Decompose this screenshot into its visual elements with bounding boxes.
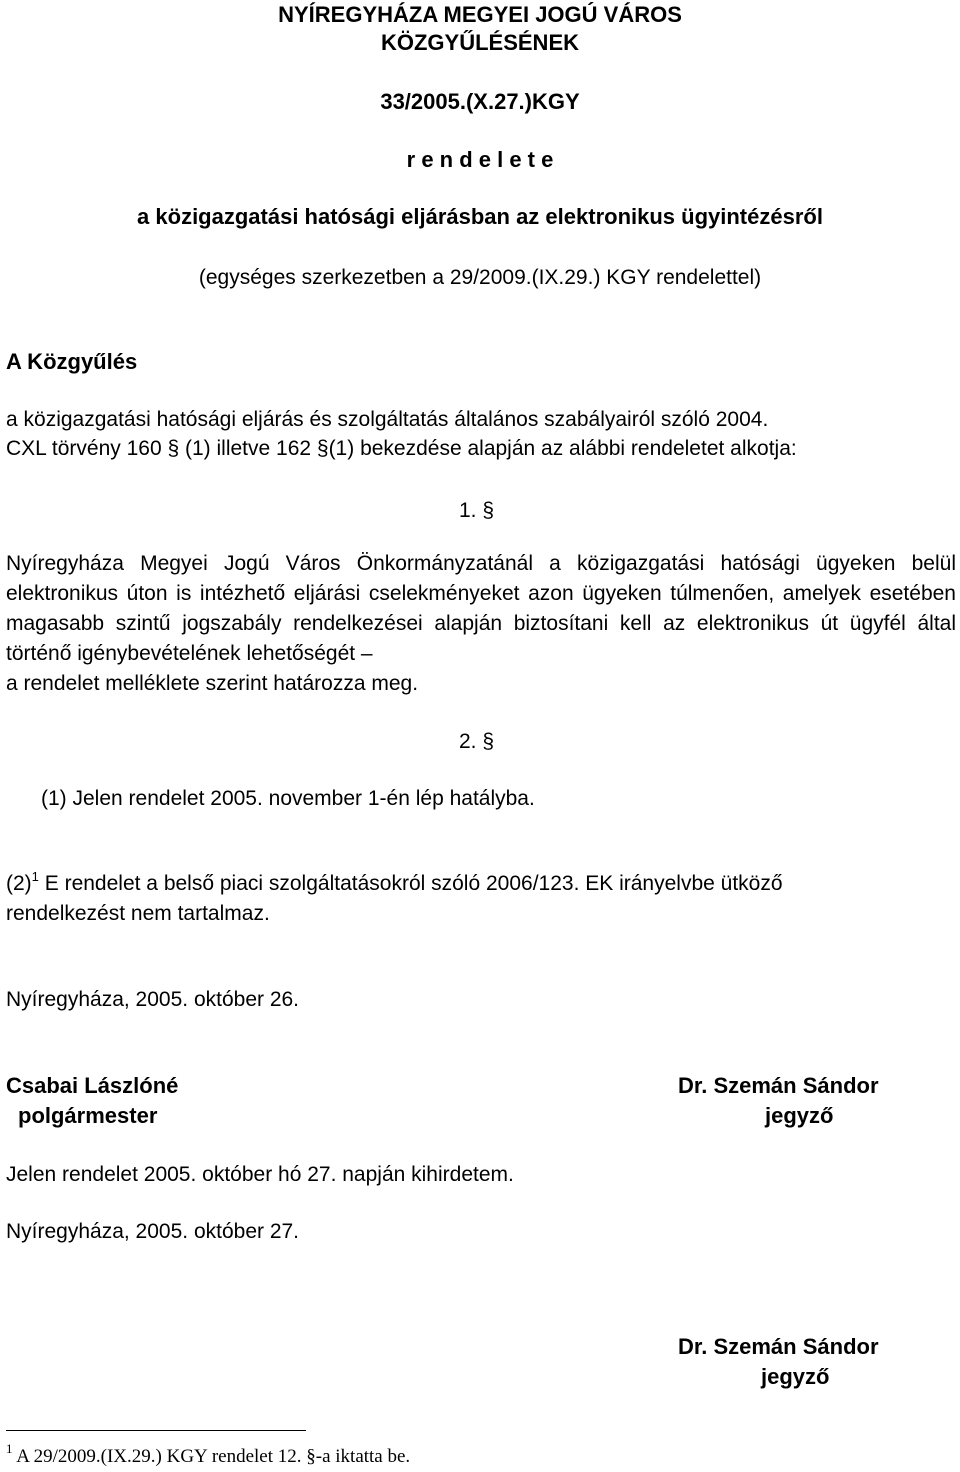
consolidation-note: (egységes szerkezetben a 29/2009.(IX.29.) KGY rendelettel) <box>198 266 762 289</box>
signatory-mayor-title: polgármester <box>18 1103 158 1128</box>
signatory2-title: jegyző <box>761 1364 830 1389</box>
section2-para2-prefix: (2) <box>6 872 32 895</box>
section1-text-main: Nyíregyháza Megyei Jogú Város Önkormányzatánál a közigazgatási hatósági ügyeken belül elektronikus úton is intézhető eljárási cselekményeket azon ügyeken túlmenően, amelyek esetében magasabb szintű jogszabály rendelkezései alapján biztosítani kell az elektronikus út ügyfél által történő igénybevételének lehetőségét – <box>6 552 956 665</box>
section2-para1: (1) Jelen rendelet 2005. november 1-én lép hatályba. <box>41 787 535 810</box>
preamble-line1: a közigazgatási hatósági eljárás és szolgáltatás általános szabályairól szóló 2004. <box>6 408 769 431</box>
decree-subject: a közigazgatási hatósági eljárásban az elektronikus ügyintézésről <box>137 204 823 229</box>
footnote-ref[interactable]: 1 <box>31 869 39 884</box>
section2-para2-text: E rendelet a belső piaci szolgáltatásokról szóló 2006/123. EK irányelvbe ütköző <box>38 872 783 895</box>
preamble-line2: CXL törvény 160 § (1) illetve 162 §(1) bekezdése alapján az alábbi rendeletet alkotja: <box>6 437 797 460</box>
decree-type: r e n d e l e t e <box>406 147 554 172</box>
signatory-notary-title: jegyző <box>765 1103 834 1128</box>
section1-text-last: a rendelet melléklete szerint határozza meg. <box>6 672 419 695</box>
section1-heading: 1. § <box>459 499 495 522</box>
promulgation-text: Jelen rendelet 2005. október hó 27. napján kihirdetem. <box>6 1163 514 1186</box>
section2-para2-line2: rendelkezést nem tartalmaz. <box>6 902 270 925</box>
footnote-mark: 1 <box>6 1441 13 1456</box>
section1-text <box>6 549 956 699</box>
council-name-line2: KÖZGYŰLÉSÉNEK <box>380 30 580 55</box>
date-promulgated: Nyíregyháza, 2005. október 27. <box>6 1220 300 1243</box>
signatory-mayor-name: Csabai Lászlóné <box>6 1073 179 1098</box>
footnote <box>6 1441 411 1469</box>
section2-heading: 2. § <box>459 730 495 753</box>
date-signed: Nyíregyháza, 2005. október 26. <box>6 988 300 1011</box>
footnote-text: A 29/2009.(IX.29.) KGY rendelet 12. §-a iktatta be. <box>12 1446 411 1467</box>
council-name-line1: NYÍREGYHÁZA MEGYEI JOGÚ VÁROS <box>278 2 682 27</box>
footnote-separator <box>6 1430 306 1431</box>
signatory2-name: Dr. Szemán Sándor <box>678 1334 879 1359</box>
signatory-notary-name: Dr. Szemán Sándor <box>678 1073 879 1098</box>
enacting-body: A Közgyűlés <box>6 349 138 374</box>
section2-para2-line1 <box>6 871 783 896</box>
decree-number: 33/2005.(X.27.)KGY <box>380 89 580 114</box>
